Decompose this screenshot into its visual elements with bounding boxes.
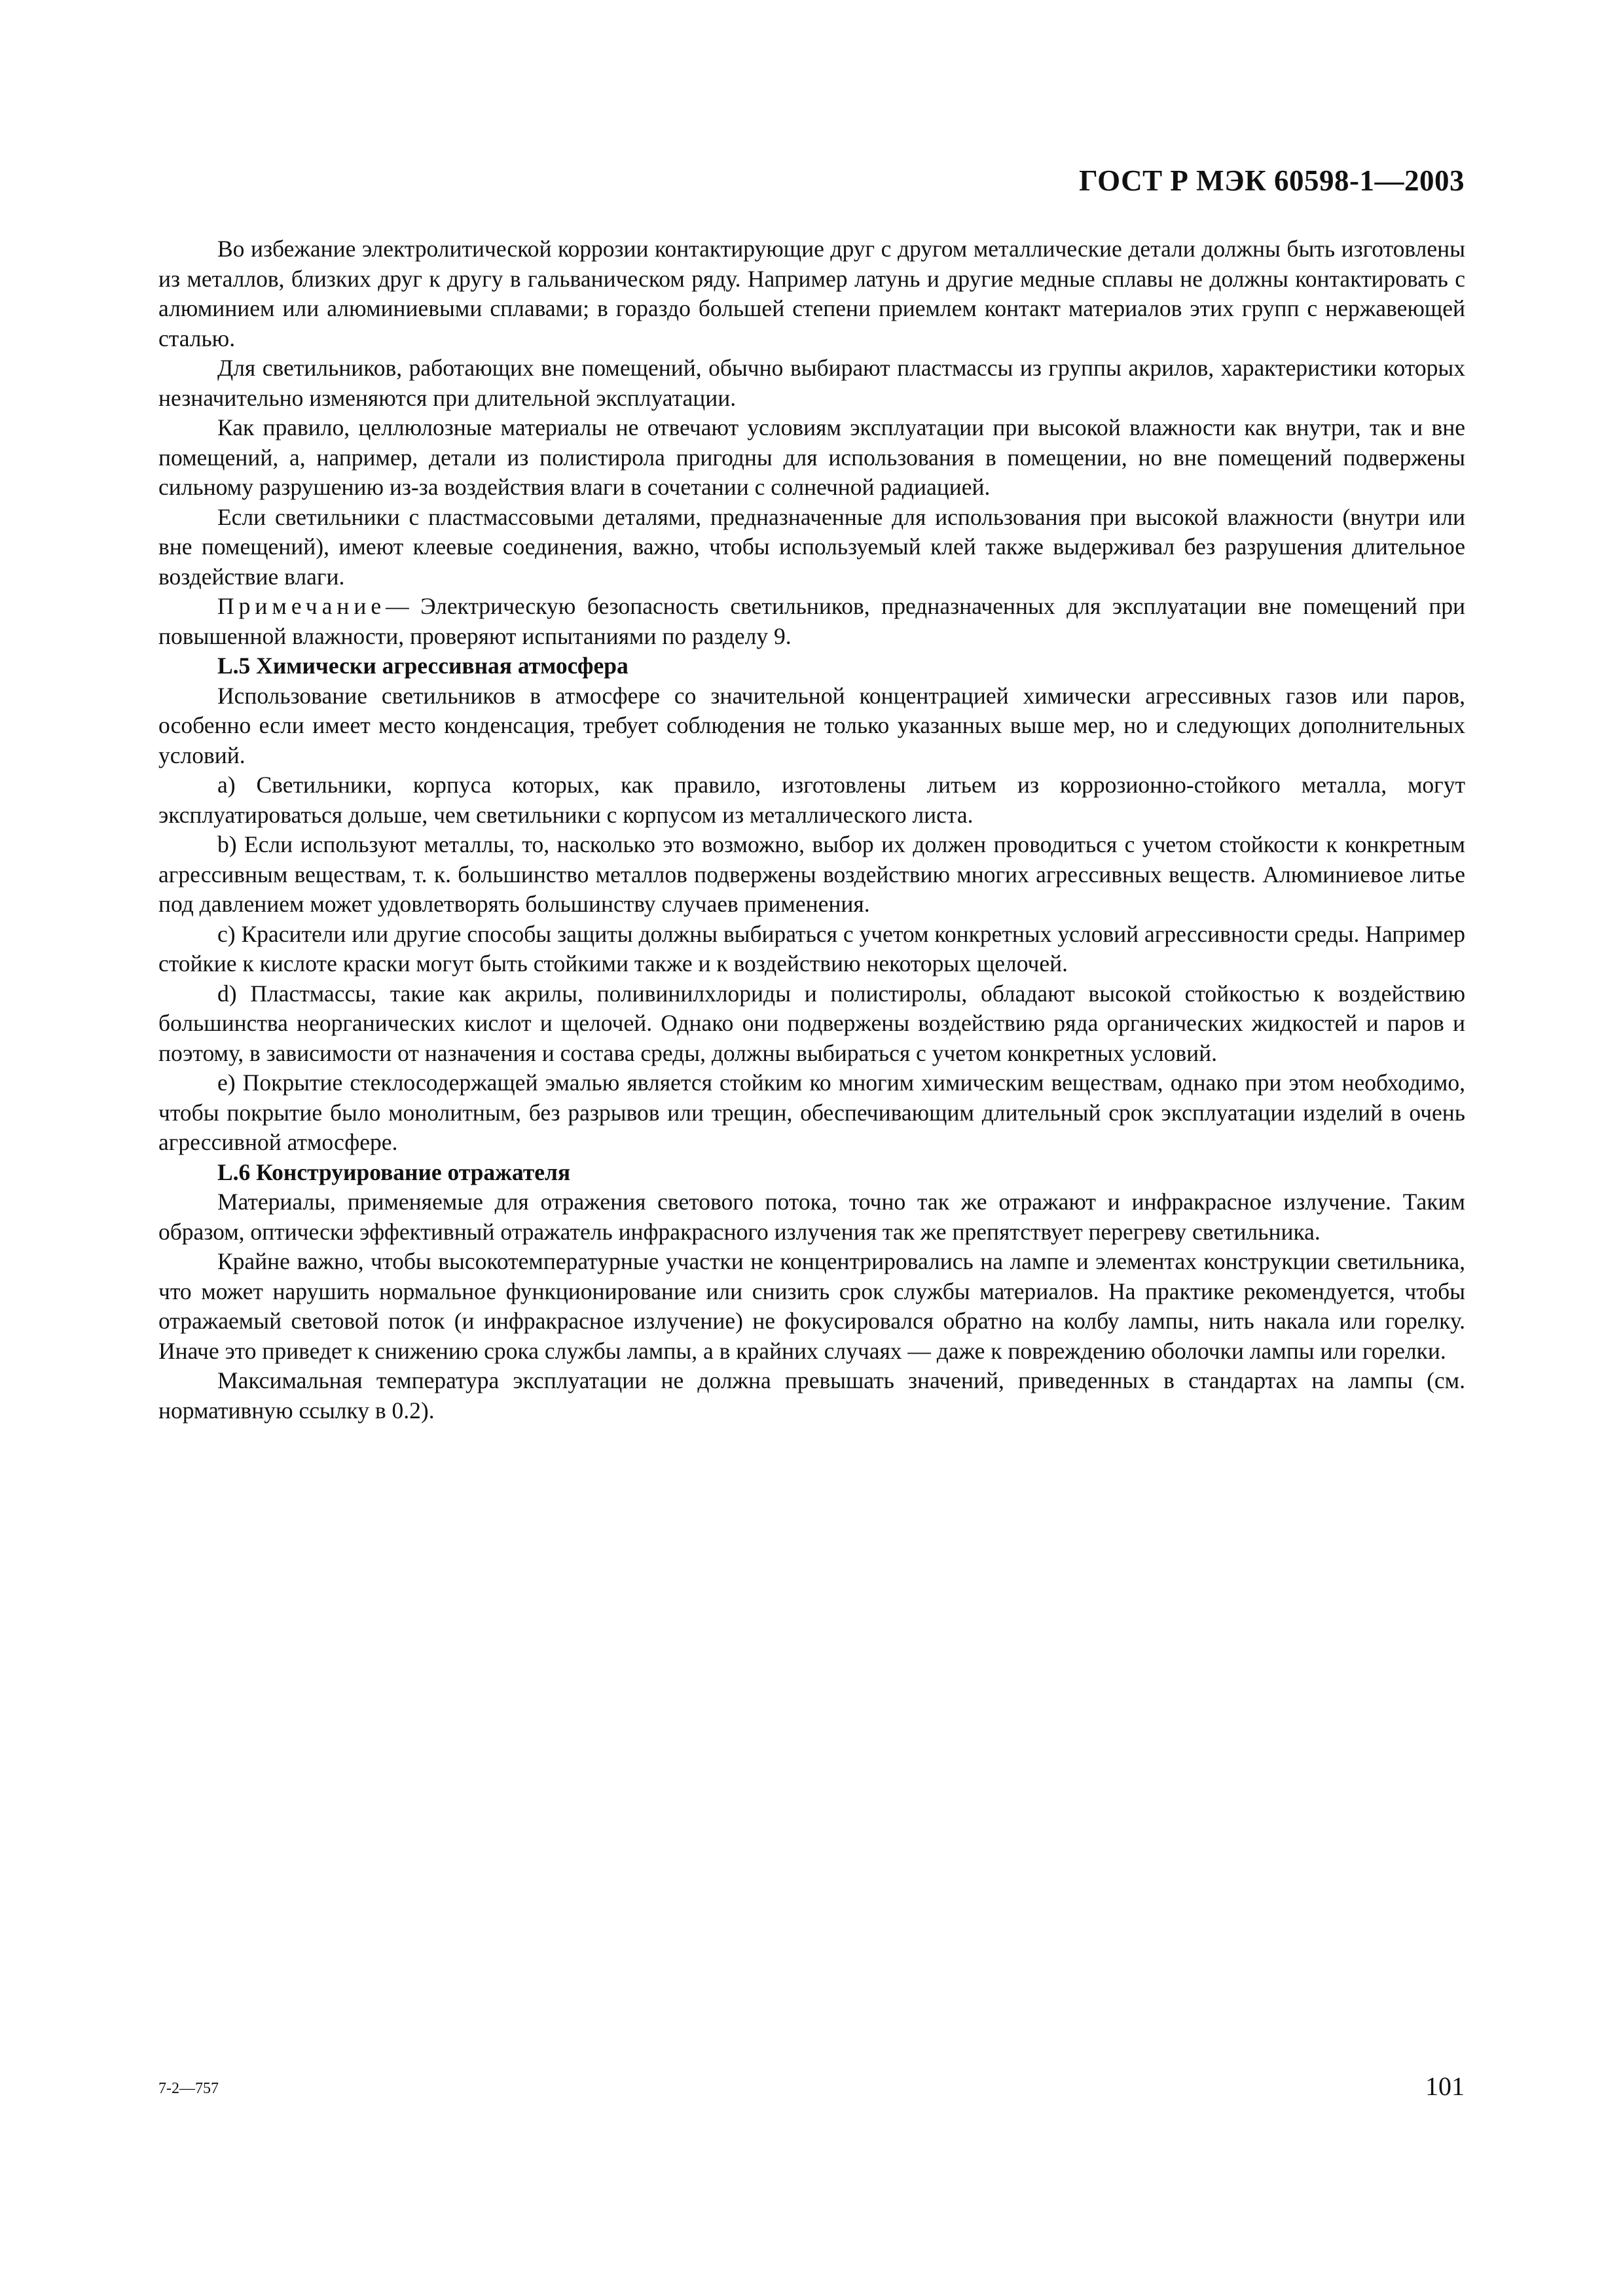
note-label: Примечание bbox=[217, 593, 386, 619]
document-header: ГОСТ Р МЭК 60598-1—2003 bbox=[1079, 164, 1465, 197]
note bbox=[158, 592, 1465, 651]
list-item-b: b) Если используют металлы, то, насколько это возможно, выбор их должен проводиться с учетом стойкости к конкретным агрессивным веществам, т. к. большинство металлов подвержены воздействию многих агрессивных веществ. Алюминиевое литье под давлением может удовлетворять большинству случаев применения. bbox=[158, 831, 1465, 917]
section-heading-l5: L.5 Химически агрессивная атмосфера bbox=[217, 653, 629, 679]
paragraph: Крайне важно, чтобы высокотемпературные участки не концентрировались на лампе и элементах конструкции светильника, что может нарушить нормальное функционирование или снизить срок службы материалов. На практике рекомендуется, чтобы отражаемый световой поток (и инфракрасное излучение) не фокусировался обратно на колбу лампы, нить накала или горелку. Иначе это приведет к снижению срока службы лампы, а в крайних случаях — даже к повреждению оболочки лампы или горелки. bbox=[158, 1248, 1465, 1364]
page-number: 101 bbox=[1425, 2072, 1465, 2101]
note-text: — Электрическую безопасность светильников, предназначенных для эксплуатации вне помещений при повышенной влажности, проверяют испытаниями по разделу 9. bbox=[158, 593, 1465, 649]
section-heading-l6: L.6 Конструирование отражателя bbox=[217, 1158, 571, 1185]
paragraph: Материалы, применяемые для отражения светового потока, точно так же отражают и инфракрасное излучение. Таким образом, оптически эффективный отражатель инфракрасного излучения так же препятствует перегреву светильника. bbox=[158, 1189, 1465, 1245]
list-item-a: a) Светильники, корпуса которых, как правило, изготовлены литьем из коррозионно-стойкого металла, могут эксплуатироваться дольше, чем светильники с корпусом из металлического листа. bbox=[158, 772, 1465, 828]
page-body bbox=[158, 234, 1465, 1426]
list-item-d: d) Пластмассы, такие как акрилы, поливинилхлориды и полистиролы, обладают высокой стойкостью к воздействию большинства неорганических кислот и щелочей. Однако они подвержены воздействию ряда органических жидкостей и паров и поэтому, в зависимости от назначения и состава среды, должны выбираться с учетом конкретных условий. bbox=[158, 980, 1465, 1066]
footer-code: 7-2—757 bbox=[158, 2080, 219, 2097]
paragraph: Для светильников, работающих вне помещений, обычно выбирают пластмассы из группы акрилов, характеристики которых незначительно изменяются при длительной эксплуатации. bbox=[158, 355, 1465, 411]
paragraph: Во избежание электролитической коррозии контактирующие друг с другом металлические детали должны быть изготовлены из металлов, близких друг к другу в гальваническом ряду. Например латунь и другие медные сплавы не должны контактировать с алюминием или алюминиевыми сплавами; в гораздо большей степени приемлем контакт материалов этих групп с нержавеющей сталью. bbox=[158, 236, 1465, 351]
paragraph: Максимальная температура эксплуатации не должна превышать значений, приведенных в стандартах на лампы (см. нормативную ссылку в 0.2). bbox=[158, 1367, 1465, 1424]
paragraph: Если светильники с пластмассовыми деталями, предназначенные для использования при высокой влажности (внутри или вне помещений), имеют клеевые соединения, важно, чтобы используемый клей также выдерживал без разрушения длительное воздействие влаги. bbox=[158, 503, 1465, 590]
list-item-e: e) Покрытие стеклосодержащей эмалью является стойким ко многим химическим веществам, однако при этом необходимо, чтобы покрытие было монолитным, без разрывов или трещин, обеспечивающим длительный срок эксплуатации изделий в очень агрессивной атмосфере. bbox=[158, 1069, 1465, 1155]
paragraph: Использование светильников в атмосфере со значительной концентрацией химически агрессивных газов или паров, особенно если имеет место конденсация, требует соблюдения не только указанных выше мер, но и следующих дополнительных условий. bbox=[158, 682, 1465, 768]
list-item-c: c) Красители или другие способы защиты должны выбираться с учетом конкретных условий агрессивности среды. Например стойкие к кислоте краски могут быть стойкими также и к воздействию некоторых щелочей. bbox=[158, 920, 1465, 977]
paragraph: Как правило, целлюлозные материалы не отвечают условиям эксплуатации при высокой влажности как внутри, так и вне помещений, а, например, детали из полистирола пригодны для использования в помещении, но вне помещений подвержены сильному разрушению из-за воздействия влаги в сочетании с солнечной радиацией. bbox=[158, 414, 1465, 500]
